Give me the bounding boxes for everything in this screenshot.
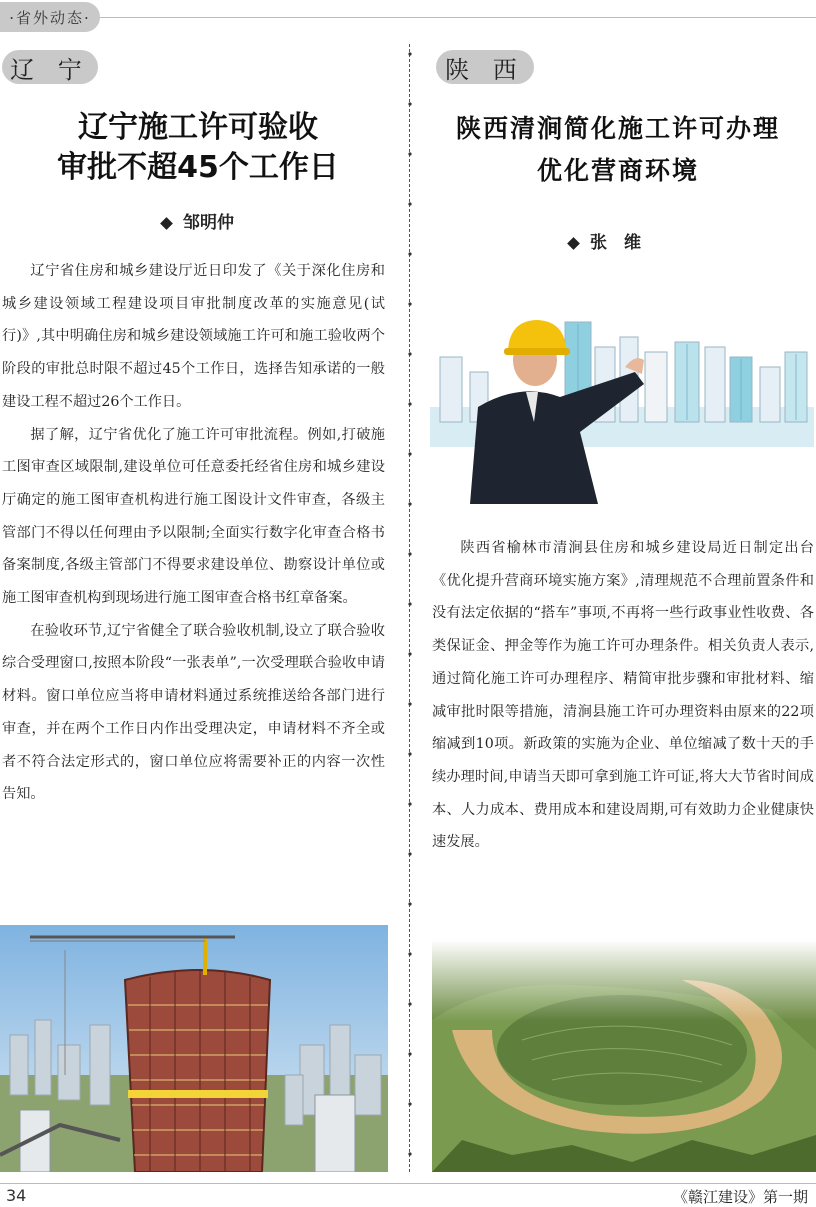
journal-name: 《赣江建设》第一期 xyxy=(672,1188,808,1206)
diamond-icon xyxy=(160,217,173,230)
article-title-shaanxi xyxy=(420,108,816,192)
title-line-2: 优化营商环境 xyxy=(536,156,699,185)
businessman-photo xyxy=(430,312,814,504)
article-title-liaoning xyxy=(0,108,396,188)
river-bend-photo xyxy=(432,940,816,1172)
paragraph: 陕西省榆林市清涧县住房和城乡建设局近日制定出台《优化提升营商环境实施方案》,清理规范不合理前置条件和没有法定依据的“搭车”事项,不再将一些行政事业性收费、各类保证金、押金等作为施工许可办理条件。相关负责人表示,通过简化施工许可办理程序、精简审批步骤和审批材料、缩减审批时限等措施，清涧县施工许可办理资料由原来的22项缩减到10项。新政策的实施为企业、单位缩减了数十天的手续办理时间,申请当天即可拿到施工许可证,将大大节省时间成本、人力成本、费用成本和建设周期,可有效助力企业健康快速发展。 xyxy=(432,540,814,851)
author-name: 邹明仲 xyxy=(183,213,234,233)
region-label-liaoning: 辽 宁 xyxy=(2,50,98,84)
diamond-icon xyxy=(567,237,580,250)
author-name: 张 维 xyxy=(590,233,641,253)
title-line-1: 陕西清涧简化施工许可办理 xyxy=(455,114,780,143)
paragraph: 在验收环节,辽宁省健全了联合验收机制,设立了联合验收综合受理窗口,按照本阶段“一张表单”,一次受理联合验收申请材料。窗口单位应当将申请材料通过系统推送给各部门进行审查，并在两个工作日内作出受理决定，申请材料不齐全或者不符合法定形式的，窗口单位应将需要补正的内容一次性告知。 xyxy=(2,622,385,803)
title-line-1: 辽宁施工许可验收 xyxy=(78,110,318,145)
paragraph: 据了解，辽宁省优化了施工许可审批流程。例如,打破施工图审查区域限制,建设单位可任意委托经省住房和城乡建设厅确定的施工图审查机构进行施工图设计文件审查，各级主管部门不得以任何理由予以限制;全面实行数字化审查合格书备案制度,各级主管部门不得要求建设单位、勘察设计单位或施工图审查机构到现场进行施工图审查合格书红章备案。 xyxy=(2,426,385,607)
construction-photo xyxy=(0,925,388,1172)
byline-liaoning xyxy=(0,208,396,233)
article-body-liaoning xyxy=(2,255,385,811)
paragraph: 辽宁省住房和城乡建设厅近日印发了《关于深化住房和城乡建设领域工程建设项目审批制度改革的实施意见(试行)》,其中明确住房和城乡建设领域施工许可和施工验收两个阶段的审批总时限不超过45个工作日，选择告知承诺的一般建设工程不超过26个工作日。 xyxy=(2,263,385,410)
article-body-shaanxi xyxy=(432,532,814,859)
page-number: 34 xyxy=(6,1186,27,1205)
section-label: ·省外动态· xyxy=(0,2,100,32)
byline-shaanxi xyxy=(420,228,790,253)
header-rule xyxy=(100,17,816,18)
footer-rule xyxy=(0,1183,816,1184)
region-label-shaanxi: 陕 西 xyxy=(436,50,534,84)
divider-dots xyxy=(406,44,414,1172)
title-line-2: 审批不超45个工作日 xyxy=(57,150,339,185)
